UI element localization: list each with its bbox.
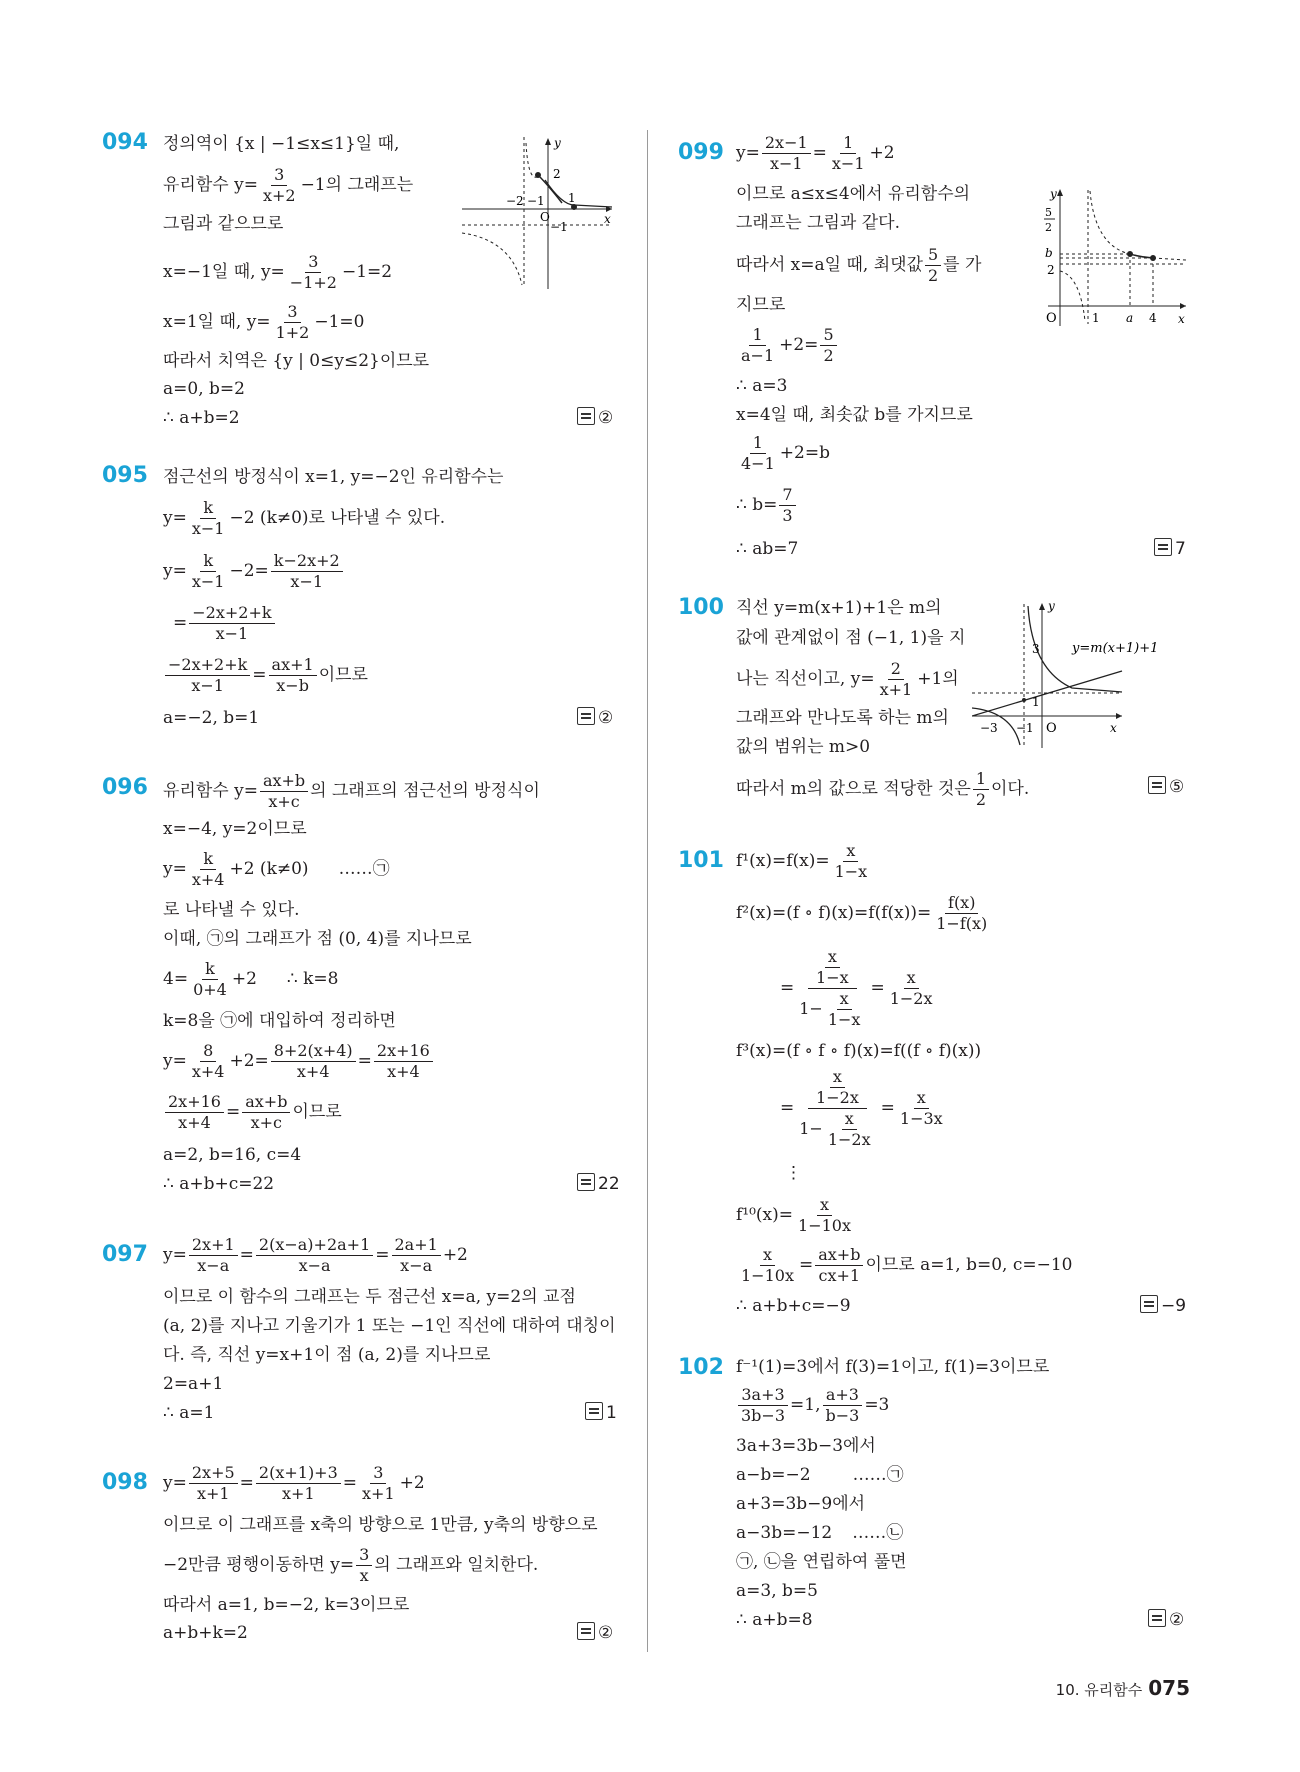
solution-line: 따라서 x=a일 때, 최댓값 $\frac{5}{2}$ 를 가 <box>736 245 982 285</box>
solution-line: y= $\frac{2x+1}{x-a}$ = $\frac{2(x-a)+2a+1}{x-a}$ = $\frac{2a+1}{x-a}$ +2 <box>163 1235 468 1275</box>
graph-100 <box>972 600 1190 750</box>
solution-line: x=4일 때, 최솟값 b를 가지므로 <box>736 405 973 425</box>
svg-text:y: y <box>1050 187 1057 201</box>
svg-text:O: O <box>540 210 550 224</box>
solution-line: a=−2, b=1 <box>163 708 260 728</box>
svg-text:4: 4 <box>1149 311 1157 325</box>
solution-line: $\frac{2x+16}{x+4}$ = $\frac{ax+b}{x+c}$ 이므로 <box>163 1093 342 1132</box>
problem-number: 097 <box>102 1242 148 1267</box>
answer-badge: 22 <box>577 1173 620 1194</box>
solution-line: y= $\frac{k}{x-1}$ −2= $\frac{k-2x+2}{x-1}$ <box>163 552 345 591</box>
answer-icon <box>1148 1609 1166 1627</box>
problem-number: 096 <box>102 775 148 800</box>
svg-text:x: x <box>604 212 611 226</box>
solution-line: 이때, ㉠의 그래프가 점 (0, 4)를 지나므로 <box>163 929 472 949</box>
solution-line: $\frac{-2x+2+k}{x-1}$ = $\frac{ax+1}{x-b}$ 이므로 <box>163 656 368 695</box>
solution-line: $\frac{x}{1-10x}$ = $\frac{ax+b}{cx+1}$ 이므로 a=1, b=0, c=−10 <box>741 1245 1073 1285</box>
svg-text:−3: −3 <box>980 721 998 735</box>
problem-number: 101 <box>678 848 724 873</box>
solution-line: 이므로 a≤x≤4에서 유리함수의 <box>736 184 971 204</box>
svg-text:−2: −2 <box>506 194 524 208</box>
solution-line: 4= $\frac{k}{0+4}$ +2 ∴ k=8 <box>163 959 339 999</box>
svg-text:x: x <box>1110 721 1117 735</box>
solution-line: 직선 y=m(x+1)+1은 m의 <box>736 598 942 618</box>
answer-badge: ② <box>1148 1609 1184 1630</box>
svg-text:3: 3 <box>1032 642 1040 656</box>
solution-line: 로 나타낼 수 있다. <box>163 900 300 920</box>
solution-line: y= $\frac{2x+5}{x+1}$ = $\frac{2(x+1)+3}{x+1}$ = $\frac{3}{x+1}$ +2 <box>163 1463 425 1503</box>
page-number: 075 <box>1148 1676 1190 1700</box>
solution-line: f³(x)=(f ∘ f ∘ f)(x)=f((f ∘ f)(x)) <box>736 1041 982 1061</box>
solution-line: 그래프와 만나도록 하는 m의 <box>736 708 949 728</box>
solution-line: y= $\frac{k}{x-1}$ −2 (k≠0)로 나타낼 수 있다. <box>163 498 446 538</box>
svg-text:2: 2 <box>1047 263 1055 277</box>
solution-line: a=2, b=16, c=4 <box>163 1145 302 1165</box>
svg-text:1: 1 <box>568 191 576 205</box>
answer-icon <box>1148 776 1166 794</box>
solution-line: ㉠, ㉡을 연립하여 풀면 <box>736 1552 907 1572</box>
solution-line: ∴ a+b=8 <box>736 1610 813 1630</box>
svg-text:b: b <box>1045 246 1053 260</box>
solution-line: = $\frac{-2x+2+k}{x-1}$ <box>173 604 277 643</box>
answer-badge: 7 <box>1154 538 1186 559</box>
solution-line: 지므로 <box>736 295 786 315</box>
solution-line: ⋮ <box>785 1163 802 1183</box>
problem-number: 098 <box>102 1470 148 1495</box>
svg-text:1: 1 <box>1032 695 1040 709</box>
svg-text:O: O <box>1046 311 1057 326</box>
solution-line: 점근선의 방정식이 x=1, y=−2인 유리함수는 <box>163 467 504 487</box>
problem-number: 100 <box>678 595 724 620</box>
solution-line: f¹(x)=f(x)= $\frac{x}{1-x}$ <box>736 841 868 881</box>
answer-badge: ② <box>577 407 613 428</box>
chapter-title: 10. 유리함수 <box>1055 1681 1143 1699</box>
problem-number: 102 <box>678 1355 724 1380</box>
solution-line: ∴ a+b+c=−9 <box>736 1296 851 1316</box>
svg-text:5: 5 <box>1045 206 1052 219</box>
solution-line: = $\frac{x}{1-x}$ 1− $\frac{x}{1-x}$ = $\frac{x}{1-2x}$ <box>780 947 933 1029</box>
solution-line: a=3, b=5 <box>736 1581 818 1601</box>
answer-icon <box>1154 538 1172 556</box>
solution-line: 그래프는 그림과 같다. <box>736 213 901 233</box>
answer-badge: ⑤ <box>1148 776 1184 797</box>
solution-line: 이므로 이 그래프를 x축의 방향으로 1만큼, y축의 방향으로 <box>163 1515 598 1535</box>
answer-badge: −9 <box>1140 1295 1186 1316</box>
svg-text:2: 2 <box>1045 221 1052 234</box>
answer-icon <box>577 1622 595 1640</box>
solution-line: 따라서 치역은 {y | 0≤y≤2}이므로 <box>163 351 430 371</box>
svg-text:O: O <box>1046 721 1057 736</box>
solution-line: y= $\frac{8}{x+4}$ +2= $\frac{8+2(x+4)}{x+4}$ = $\frac{2x+16}{x+4}$ <box>163 1042 435 1081</box>
svg-text:y: y <box>1048 600 1055 613</box>
solution-line: (a, 2)를 지나고 기울기가 1 또는 −1인 직선에 대하여 대칭이 <box>163 1316 616 1336</box>
problem-number: 095 <box>102 463 148 488</box>
solution-line: ∴ b= $\frac{7}{3}$ <box>736 486 798 525</box>
solution-line: 값에 관계없이 점 (−1, 1)을 지 <box>736 628 966 648</box>
answer-icon <box>577 407 595 425</box>
svg-text:x: x <box>1178 312 1185 326</box>
graph-099 <box>1040 186 1190 331</box>
solution-line: a−3b=−12 ……㉡ <box>736 1523 904 1543</box>
solution-line: = $\frac{x}{1-2x}$ 1− $\frac{x}{1-2x}$ = $\frac{x}{1-3x}$ <box>780 1067 943 1149</box>
solution-line: $\frac{1}{a-1}$ +2= $\frac{5}{2}$ <box>736 326 839 365</box>
answer-icon <box>577 707 595 725</box>
answer-icon <box>577 1173 595 1191</box>
solution-line: y= $\frac{2x-1}{x-1}$ = $\frac{1}{x-1}$ +2 <box>736 133 895 173</box>
solution-line: $\frac{3a+3}{3b-3}$ =1, $\frac{a+3}{b-3}$ =3 <box>736 1386 889 1425</box>
solution-line: 유리함수 y= $\frac{ax+b}{x+c}$ 의 그래프의 점근선의 방정식이 <box>163 771 540 811</box>
solution-line: 3a+3=3b−3에서 <box>736 1436 876 1456</box>
svg-text:−1: −1 <box>527 194 545 208</box>
svg-text:2: 2 <box>553 167 561 181</box>
solution-line: ∴ a+b=2 <box>163 408 240 428</box>
solution-line: ∴ a=3 <box>736 376 788 396</box>
solution-line: f¹⁰(x)= $\frac{x}{1-10x}$ <box>736 1195 851 1235</box>
solution-line: x=−1일 때, y= $\frac{3}{-1+2}$ −1=2 <box>163 252 393 292</box>
solution-line: x=−4, y=2이므로 <box>163 819 307 839</box>
solution-line: k=8을 ㉠에 대입하여 정리하면 <box>163 1011 396 1031</box>
answer-badge: 1 <box>585 1402 617 1423</box>
graph-094 <box>462 135 614 290</box>
solution-line: 나는 직선이고, y= $\frac{2}{x+1}$ +1의 <box>736 659 959 699</box>
svg-text:y=m(x+1)+1: y=m(x+1)+1 <box>1072 641 1159 656</box>
svg-text:−1: −1 <box>550 220 568 234</box>
solution-line: a−b=−2 ……㉠ <box>736 1465 904 1485</box>
answer-icon <box>585 1402 603 1420</box>
solution-line: −2만큼 평행이동하면 y= $\frac{3}{x}$ 의 그래프와 일치한다. <box>163 1545 539 1585</box>
svg-text:y: y <box>554 136 561 150</box>
svg-text:−1: −1 <box>1016 721 1034 735</box>
solution-line: 다. 즉, 직선 y=x+1이 점 (a, 2)를 지나므로 <box>163 1345 491 1365</box>
answer-badge: ② <box>577 1622 613 1643</box>
svg-text:a: a <box>1126 311 1134 325</box>
solution-line: 따라서 a=1, b=−2, k=3이므로 <box>163 1595 410 1615</box>
solution-line: f⁻¹(1)=3에서 f(3)=1이고, f(1)=3이므로 <box>736 1357 1050 1377</box>
solution-line: 값의 범위는 m>0 <box>736 737 871 757</box>
solution-line: $\frac{1}{4-1}$ +2=b <box>741 433 830 473</box>
answer-badge: ② <box>577 707 613 728</box>
solution-line: ∴ ab=7 <box>736 539 799 559</box>
solution-line: 따라서 m의 값으로 적당한 것은 $\frac{1}{2}$ 이다. <box>736 769 1030 809</box>
column-divider <box>647 130 648 1652</box>
solution-line: a+b+k=2 <box>163 1623 248 1643</box>
page-footer <box>1056 1676 1190 1700</box>
solution-line: 이므로 이 함수의 그래프는 두 점근선 x=a, y=2의 교점 <box>163 1287 576 1307</box>
problem-number: 094 <box>102 130 148 155</box>
solution-line: f²(x)=(f ∘ f)(x)=f(f(x))= $\frac{f(x)}{1-f(x)}$ <box>736 893 988 933</box>
solution-line: 유리함수 y= $\frac{3}{x+2}$ −1의 그래프는 <box>163 165 414 205</box>
solution-line: ∴ a=1 <box>163 1403 215 1423</box>
solution-line: 정의역이 {x | −1≤x≤1}일 때, <box>163 134 400 154</box>
solution-line: 2=a+1 <box>163 1374 224 1394</box>
solution-line: a=0, b=2 <box>163 379 245 399</box>
solution-line: ∴ a+b+c=22 <box>163 1174 275 1194</box>
svg-text:1: 1 <box>1092 311 1100 325</box>
solution-line: x=1일 때, y= $\frac{3}{1+2}$ −1=0 <box>163 302 365 342</box>
solution-line: 그림과 같으므로 <box>163 214 284 234</box>
problem-number: 099 <box>678 140 724 165</box>
answer-icon <box>1140 1295 1158 1313</box>
solution-line: a+3=3b−9에서 <box>736 1494 866 1514</box>
solution-line: y= $\frac{k}{x+4}$ +2 (k≠0) ……㉠ <box>163 849 390 889</box>
